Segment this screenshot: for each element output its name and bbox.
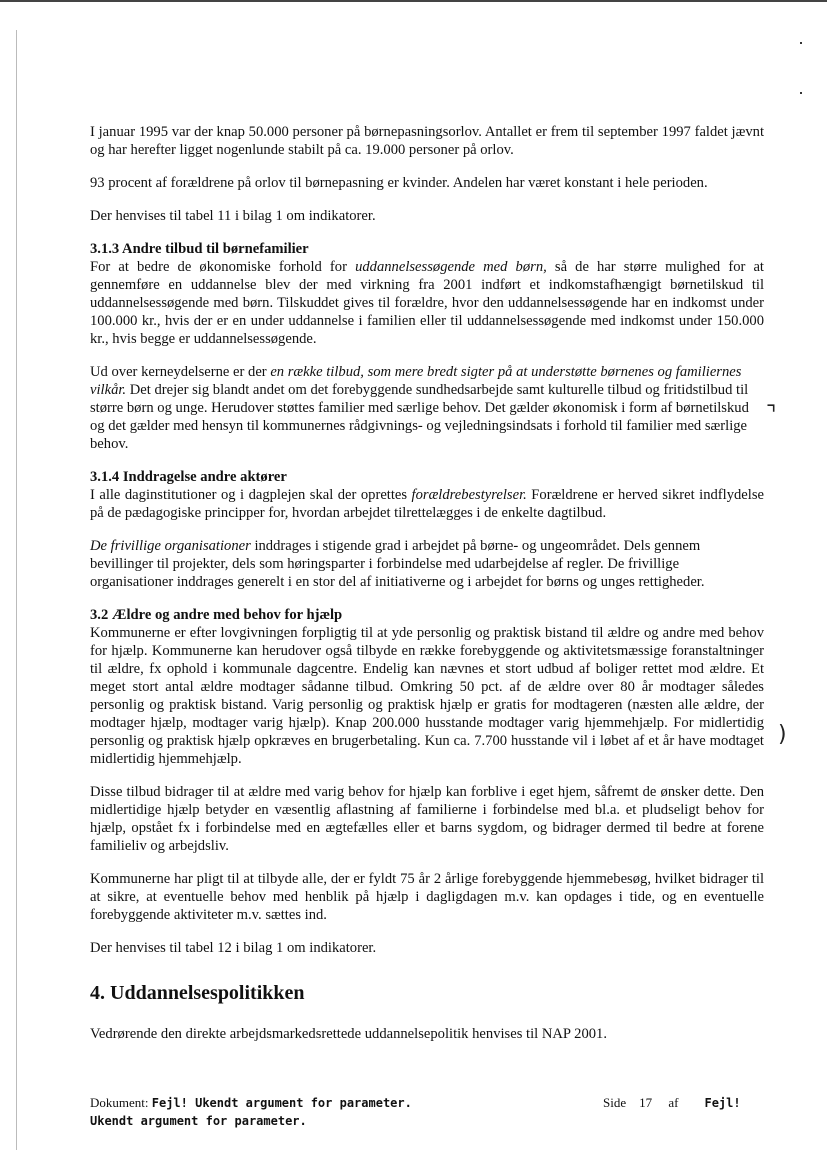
chapter-heading: 4. Uddannelsespolitikken [90, 982, 305, 1004]
section-3-2 [90, 606, 764, 957]
top-rule [0, 0, 827, 2]
left-margin-rule [16, 30, 17, 1150]
paragraph: Der henvises til tabel 12 i bilag 1 om indikatorer. [90, 940, 377, 956]
paragraph: Vedrørende den direkte arbejdsmarkedsrettede uddannelsepolitik henvises til NAP 2001. [90, 1026, 607, 1042]
section-heading: 3.2 Ældre og andre med behov for hjælp [90, 607, 343, 623]
paragraph: De frivillige organisationer inddrages i stigende grad i arbejdet på børne- og ungeområdet. Dels gennem bevillinger til projekter, dels som høringsparter i forbindelse med udarbejdelse af regler. De frivillige organisationer inddrages generelt i en stor del af initiativerne og i arbejdet for børns og unges rettigheder. [90, 538, 705, 590]
scan-speck [800, 92, 802, 94]
scan-mark: ) [778, 722, 787, 747]
footer-page-number: Side 17 af Fejl! [603, 1095, 741, 1110]
paragraph: 93 procent af forældrene på orlov til børnepasning er kvinder. Andelen har været konstant i hele perioden. [90, 175, 708, 191]
paragraph: Der henvises til tabel 11 i bilag 1 om indikatorer. [90, 208, 376, 224]
section-3-1-3 [90, 240, 764, 453]
paragraph: For at bedre de økonomiske forhold for uddannelsessøgende med børn, så de har større mulighed for at gennemføre en uddannelse blev der med virkning fra 2001 indført et indkomstafhængigt børnetilskud til uddannelsessøgende med børn. Tilskuddet gives til forældre, hvor den uddannelsessøgende har en indkomst under 100.000 kr., hvis der er en under uddannelse i familien eller til uddannelsessøgende med indkomst under 150.000 kr., hvis begge er uddannelsessøgende. [90, 259, 764, 347]
paragraph: Ud over kerneydelserne er der en række tilbud, som mere bredt sigter på at understøtte børnenes og familiernes vilkår. Det drejer sig blandt andet om det forebyggende sundhedsarbejde samt kulturelle tilbud og fritidstilbud til større børn og unge. Herudover støttes familier med særlige behov. Det gælder økonomisk i form af børnetilskud og det gælder med hensyn til kommunernes rådgivnings- og vejledningsindsats i forhold til familier med særlige behov. [90, 364, 749, 452]
paragraph: Kommunerne har pligt til at tilbyde alle, der er fyldt 75 år 2 årlige forebyggende hjemmebesøg, hvilket bidrager til at sikre, at eventuelle behov med henblik på hjælp i dagligdagen m.v. kan opdages i tide, og en eventuelle forebyggende aktiviteter m.v. sættes ind. [90, 871, 764, 923]
paragraph: I alle daginstitutioner og i dagplejen skal der oprettes forældrebestyrelser. Forældrene er herved sikret indflydelse på de pædagogiske principper for, hvordan arbejdet tilrettelægges i de enkelte dagtilbud. [90, 487, 764, 521]
document-body [90, 123, 764, 1058]
paragraph: I januar 1995 var der knap 50.000 personer på børnepasningsorlov. Antallet er frem til september 1997 faldet jævnt og har herefter ligget nogenlunde stabilt på ca. 19.000 personer på orlov. [90, 124, 764, 158]
section-3-1-4 [90, 468, 764, 591]
section-heading: 3.1.3 Andre tilbud til børnefamilier [90, 241, 309, 257]
paragraph: Disse tilbud bidrager til at ældre med varig behov for hjælp kan forblive i eget hjem, såfremt de ønsker dette. Den midlertidige hjælp betyder en væsentlig aflastning af familierne i forbindelse med bl.a. et pludseligt behov for hjælp, opstået fx i forbindelse med en ægtefælles eller et barns sygdom, og bidrager dermed til bedre at forene familieliv og arbejdsliv. [90, 784, 764, 854]
section-heading: 3.1.4 Inddragelse andre aktører [90, 469, 287, 485]
scan-speck [800, 42, 802, 44]
scan-mark: ⌝ [766, 402, 777, 427]
footer-document-field: Dokument: Fejl! Ukendt argument for parameter. Ukendt argument for parameter. [90, 1095, 412, 1128]
paragraph: Kommunerne er efter lovgivningen forpligtig til at yde personlig og praktisk bistand til ældre og andre med behov for hjælp. Kommunerne kan herudover også tilbyde en række forebyggende og aktivitetsmæssige foranstaltninger til ældre, fx ophold i kommunale dagcentre. Endelig kan nævnes et stort udbud af boliger rettet mod ældre. Et meget stort antal ældre modtager sådanne tilbud. Omkring 50 pct. af de ældre over 80 år modtager således personlig og praktisk bistand. Varig personlig og praktisk hjælp er gratis for modtageren (næsten alle ældre, der modtager hjælp, modtager varig hjælp). Knap 200.000 husstande modtager varig hjemmehjælp. For midlertidig personlig og praktisk hjælp opkræves en brugerbetaling. Kun ca. 7.700 husstande vil i løbet af et år have modtaget midlertidig hjemmehjælp. [90, 625, 764, 767]
